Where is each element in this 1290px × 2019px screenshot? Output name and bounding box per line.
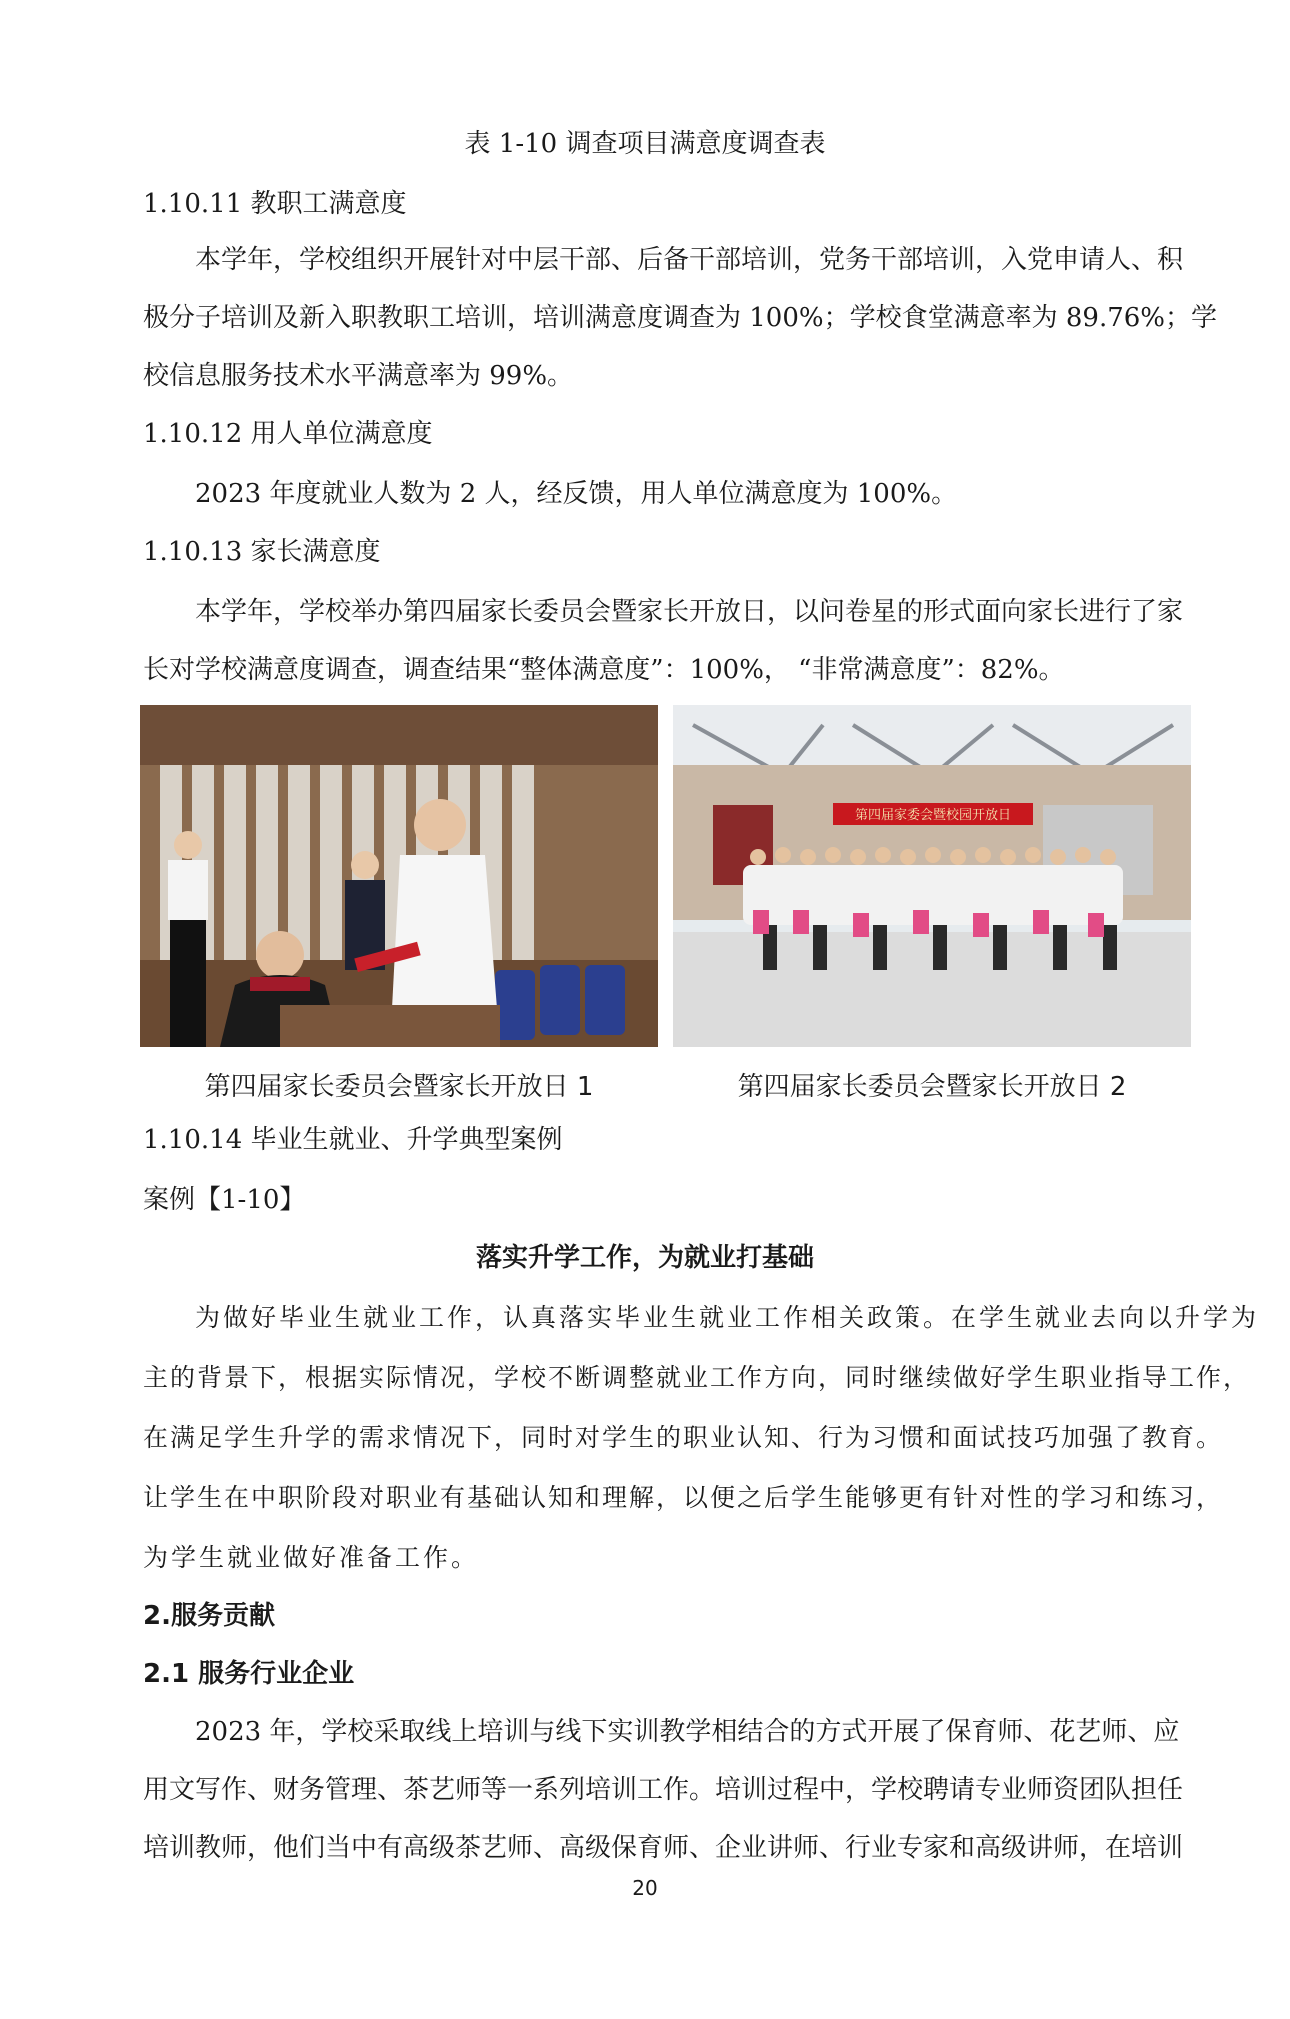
page-number: 20: [632, 1876, 658, 1900]
photo-2-image: [673, 705, 1191, 1047]
table-title: 表 1-10 调查项目满意度调查表: [464, 129, 826, 159]
case-title: 落实升学工作，为就业打基础: [475, 1243, 814, 1273]
section-heading-service: 2.服务贡献: [143, 1601, 275, 1631]
paragraph-line: 本学年，学校举办第四届家长委员会暨家长开放日，以问卷星的形式面向家长进行了家: [195, 597, 1184, 627]
section-heading-parents: 1.10.13 家长满意度: [143, 537, 381, 567]
paragraph-line: 用文写作、财务管理、茶艺师等一系列培训工作。培训过程中，学校聘请专业师资团队担任: [143, 1775, 1184, 1805]
case-paragraph-line: 为做好毕业生就业工作，认真落实毕业生就业工作相关政策。在学生就业去向以升学为: [195, 1303, 1260, 1332]
case-paragraph-line: 让学生在中职阶段对职业有基础认知和理解，以便之后学生能够更有针对性的学习和练习，: [143, 1483, 1224, 1512]
photo-caption-2: 第四届家长委员会暨家长开放日 2: [737, 1072, 1127, 1102]
paragraph-line: 培训教师，他们当中有高级茶艺师、高级保育师、企业讲师、行业专家和高级讲师，在培训: [143, 1833, 1184, 1863]
subsection-heading-industry: 2.1 服务行业企业: [143, 1659, 355, 1689]
paragraph-line: 校信息服务技术水平满意率为 99%。: [143, 361, 574, 391]
photo-parent-committee-1: [140, 705, 658, 1047]
paragraph-line: 本学年，学校组织开展针对中层干部、后备干部培训，党务干部培训，入党申请人、积: [195, 245, 1184, 275]
paragraph-line: 2023 年，学校采取线上培训与线下实训教学相结合的方式开展了保育师、花艺师、应: [195, 1717, 1180, 1747]
case-paragraph-line: 为学生就业做好准备工作。: [143, 1543, 480, 1572]
section-heading-case: 1.10.14 毕业生就业、升学典型案例: [143, 1125, 563, 1155]
section-heading-employer: 1.10.12 用人单位满意度: [143, 419, 433, 449]
photo-caption-1: 第四届家长委员会暨家长开放日 1: [204, 1072, 594, 1102]
photo-banner-text: 第四届家委会暨校园开放日: [854, 808, 1012, 823]
paragraph-line: 极分子培训及新入职教职工培训，培训满意度调查为 100%；学校食堂满意率为 89.76%；学: [143, 303, 1217, 333]
section-heading-staff: 1.10.11 教职工满意度: [143, 189, 407, 219]
photo-1-image: [140, 705, 658, 1047]
case-paragraph-line: 主的背景下，根据实际情况，学校不断调整就业工作方向，同时继续做好学生职业指导工作，: [143, 1363, 1251, 1392]
paragraph-line: 长对学校满意度调查，调查结果“整体满意度”：100%， “非常满意度”：82%。: [143, 655, 1065, 685]
photo-parent-committee-2: [673, 705, 1191, 1047]
case-paragraph-line: 在满足学生升学的需求情况下，同时对学生的职业认知、行为习惯和面试技巧加强了教育。: [143, 1423, 1224, 1452]
paragraph-line: 2023 年度就业人数为 2 人，经反馈，用人单位满意度为 100%。: [195, 479, 958, 509]
case-label: 案例【1-10】: [143, 1185, 306, 1215]
